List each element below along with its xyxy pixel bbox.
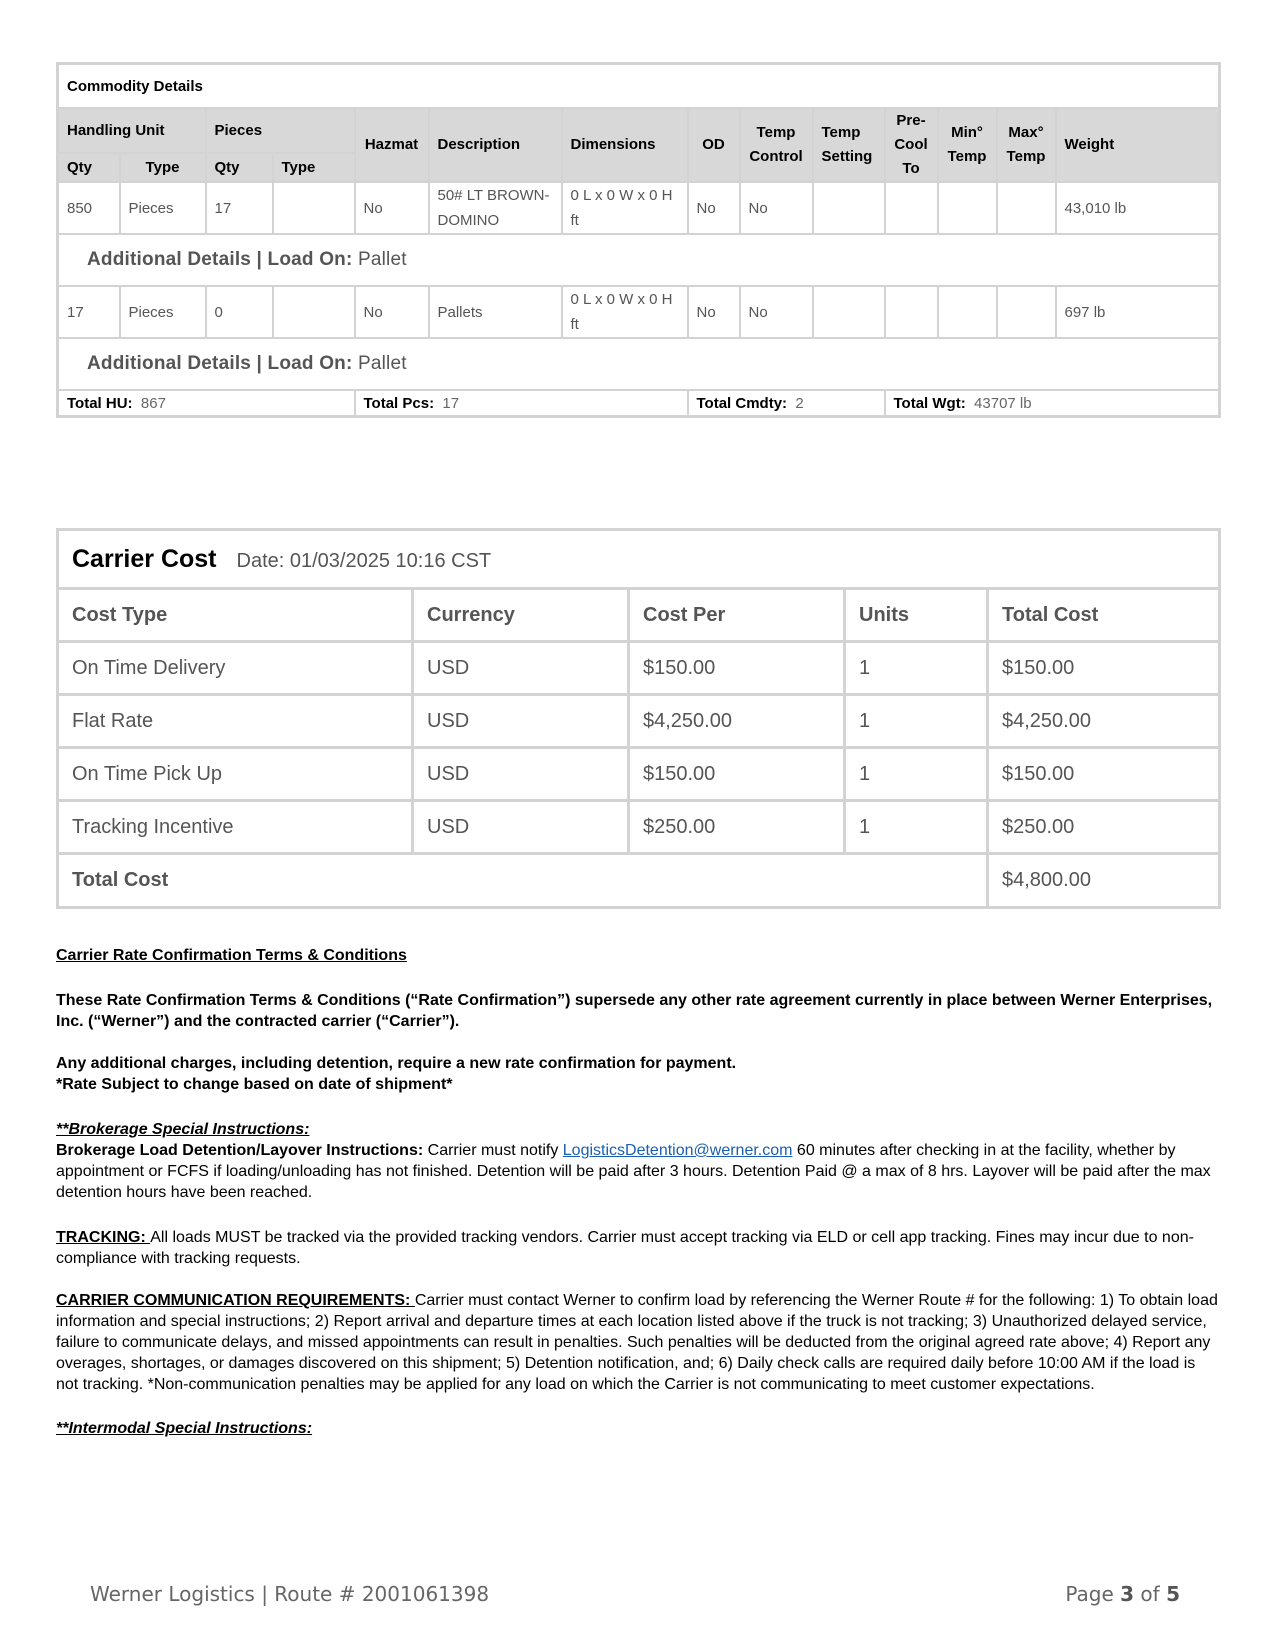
- temp-setting: [813, 286, 885, 338]
- page-prefix: Page: [1065, 1582, 1121, 1606]
- total-pcs-value: 17: [442, 394, 460, 412]
- terms-intro: These Rate Confirmation Terms & Conditions (“Rate Confirmation”) supersede any other rate agreement currently in place between Werner Enterprises, Inc. (“Werner”) and the contracted carrier (“Carrier”).: [56, 992, 1213, 1030]
- total-wgt-value: 43707 lb: [974, 394, 1032, 412]
- additional-details-label: Additional Details | Load On:: [87, 249, 353, 270]
- header-weight: Weight: [1056, 108, 1220, 182]
- header-handling-unit: Handling Unit: [58, 108, 206, 153]
- hu-qty: 17: [58, 286, 120, 338]
- currency: USD: [413, 642, 629, 695]
- total-cmdty-value: 2: [795, 394, 804, 412]
- tracking-label: TRACKING:: [56, 1229, 151, 1246]
- carrier-cost-title: Carrier Cost: [72, 544, 217, 573]
- cost-per: $150.00: [629, 642, 845, 695]
- cost-row: [58, 642, 1220, 695]
- header-hu-qty: Qty: [58, 153, 120, 182]
- brokerage-heading: [56, 1121, 309, 1138]
- cost-total-label: Total Cost: [58, 854, 988, 908]
- description: Pallets: [429, 286, 562, 338]
- total-cost: $4,250.00: [988, 695, 1220, 748]
- hazmat: No: [355, 286, 429, 338]
- footer-route: Werner Logistics | Route # 2001061398: [90, 1582, 490, 1606]
- page-of: of: [1134, 1582, 1167, 1606]
- communication-label: CARRIER COMMUNICATION REQUIREMENTS:: [56, 1292, 415, 1309]
- units: 1: [845, 801, 988, 854]
- commodity-row: [58, 182, 1220, 234]
- units: 1: [845, 748, 988, 801]
- additional-details: [58, 234, 1220, 286]
- total-cost: $250.00: [988, 801, 1220, 854]
- commodity-details-title: Commodity Details: [58, 64, 1220, 109]
- intermodal-heading: [56, 1420, 312, 1437]
- units: 1: [845, 642, 988, 695]
- header-currency: Currency: [413, 589, 629, 642]
- detention-email-link[interactable]: LogisticsDetention@werner.com: [562, 1142, 793, 1159]
- total-hu: [58, 390, 355, 417]
- brokerage-heading-text: Brokerage Special Instructions:: [68, 1121, 310, 1138]
- header-temp-control: Temp Control: [740, 108, 813, 182]
- temp-control: No: [740, 182, 813, 234]
- detention-text-end: 60 minutes after checking in at the facility, whether by appointment or FCFS if loading/unloading has not finished. Detention will be paid after 3 hours. Detention Paid @ a max of 8 hrs. Layover will be paid after the max detention hours have been reached.: [56, 1142, 1211, 1201]
- total-hu-label: Total HU:: [67, 394, 133, 412]
- pre-cool: [885, 182, 938, 234]
- carrier-cost-table: [56, 528, 1221, 909]
- pre-cool: [885, 286, 938, 338]
- pc-type: [273, 286, 355, 338]
- commodity-totals-row: [58, 390, 1220, 417]
- header-units: Units: [845, 589, 988, 642]
- temp-control: No: [740, 286, 813, 338]
- header-min-temp: Min° Temp: [938, 108, 997, 182]
- header-hazmat: Hazmat: [355, 108, 429, 182]
- od: No: [688, 286, 740, 338]
- hu-qty: 850: [58, 182, 120, 234]
- header-total-cost: Total Cost: [988, 589, 1220, 642]
- cost-total-row: [58, 854, 1220, 908]
- total-cmdty: [688, 390, 885, 417]
- header-pc-qty: Qty: [206, 153, 273, 182]
- cost-per: $250.00: [629, 801, 845, 854]
- pc-qty: 17: [206, 182, 273, 234]
- currency: USD: [413, 748, 629, 801]
- temp-setting: [813, 182, 885, 234]
- header-pieces: Pieces: [206, 108, 355, 153]
- page-number: [1065, 1582, 1180, 1606]
- rate-subject-text: *Rate Subject to change based on date of shipment*: [56, 1076, 453, 1093]
- detention-text-start: Carrier must notify: [423, 1142, 563, 1159]
- intermodal-heading-text: Intermodal Special Instructions:: [68, 1420, 313, 1437]
- additional-details-value: Pallet: [358, 249, 407, 270]
- header-pc-type: Type: [273, 153, 355, 182]
- pc-qty: 0: [206, 286, 273, 338]
- total-cost: $150.00: [988, 642, 1220, 695]
- total-hu-value: 867: [140, 394, 166, 412]
- cost-type: On Time Pick Up: [58, 748, 413, 801]
- detention-label: Brokerage Load Detention/Layover Instructions:: [56, 1142, 424, 1159]
- weight: 697 lb: [1056, 286, 1220, 338]
- cost-type: On Time Delivery: [58, 642, 413, 695]
- commodity-row: [58, 286, 1220, 338]
- brokerage-heading-prefix: **: [56, 1121, 69, 1138]
- detention-paragraph: [56, 1140, 1218, 1203]
- min-temp: [938, 182, 997, 234]
- intermodal-heading-prefix: **: [56, 1420, 69, 1437]
- communication-text: Carrier must contact Werner to confirm load by referencing the Werner Route # for the following: 1) To obtain load information and special instructions; 2) Report arrival and departure times at each location listed above if the truck is not tracking; 3) Unauthorized delayed service, failure to communicate delays, and missed appointments can result in penalties. Such penalties will be deducted from the original agreed rate above; 4) Report any overages, shortages, or damages discovered on this shipment; 5) Detention notification, and; 6) Daily check calls are required daily before 10:00 AM if the load is not tracking. *Non-communication penalties may be applied for any load on which the Carrier is not communicating to meet customer expectations.: [56, 1292, 1218, 1393]
- page-total: 5: [1166, 1582, 1180, 1606]
- total-pcs-label: Total Pcs:: [363, 394, 435, 412]
- terms-heading: Carrier Rate Confirmation Terms & Conditions: [56, 947, 407, 964]
- max-temp: [997, 182, 1056, 234]
- commodity-details-table: [56, 62, 1221, 418]
- additional-charges-text: Any additional charges, including detention, require a new rate confirmation for payment.: [56, 1055, 737, 1072]
- tracking-paragraph: [56, 1227, 1218, 1269]
- total-cmdty-label: Total Cmdty:: [696, 394, 788, 412]
- cost-total-value: $4,800.00: [988, 854, 1220, 908]
- hu-type: Pieces: [120, 182, 206, 234]
- total-wgt: [885, 390, 1220, 417]
- description: 50# LT BROWN-DOMINO: [429, 182, 562, 234]
- carrier-cost-date: Date: 01/03/2025 10:16 CST: [236, 549, 492, 572]
- page-current: 3: [1120, 1582, 1135, 1606]
- cost-per: $150.00: [629, 748, 845, 801]
- page-footer: [90, 1582, 1180, 1606]
- total-cost: $150.00: [988, 748, 1220, 801]
- max-temp: [997, 286, 1056, 338]
- terms-section: [56, 945, 1218, 1439]
- hu-type: Pieces: [120, 286, 206, 338]
- header-max-temp: Max° Temp: [997, 108, 1056, 182]
- dimensions: 0 L x 0 W x 0 H ft: [562, 286, 688, 338]
- carrier-cost-header: [58, 530, 1220, 589]
- header-temp-setting: Temp Setting: [813, 108, 885, 182]
- min-temp: [938, 286, 997, 338]
- cost-row: [58, 695, 1220, 748]
- additional-details-value: Pallet: [358, 353, 407, 374]
- additional-details: [58, 338, 1220, 390]
- cost-row: [58, 801, 1220, 854]
- total-wgt-label: Total Wgt:: [893, 394, 966, 412]
- header-dimensions: Dimensions: [562, 108, 688, 182]
- currency: USD: [413, 801, 629, 854]
- hazmat: No: [355, 182, 429, 234]
- weight: 43,010 lb: [1056, 182, 1220, 234]
- od: No: [688, 182, 740, 234]
- total-pcs: [355, 390, 688, 417]
- tracking-text: All loads MUST be tracked via the provided tracking vendors. Carrier must accept tracking via ELD or cell app tracking. Fines may incur due to non-compliance with tracking requests.: [56, 1229, 1194, 1267]
- cost-type: Flat Rate: [58, 695, 413, 748]
- units: 1: [845, 695, 988, 748]
- cost-row: [58, 748, 1220, 801]
- pc-type: [273, 182, 355, 234]
- currency: USD: [413, 695, 629, 748]
- dimensions: 0 L x 0 W x 0 H ft: [562, 182, 688, 234]
- header-cost-per: Cost Per: [629, 589, 845, 642]
- additional-details-label: Additional Details | Load On:: [87, 353, 353, 374]
- header-cost-type: Cost Type: [58, 589, 413, 642]
- header-hu-type: Type: [120, 153, 206, 182]
- cost-type: Tracking Incentive: [58, 801, 413, 854]
- header-description: Description: [429, 108, 562, 182]
- cost-per: $4,250.00: [629, 695, 845, 748]
- header-od: OD: [688, 108, 740, 182]
- header-pre-cool-to: Pre-Cool To: [885, 108, 938, 182]
- communication-paragraph: [56, 1290, 1218, 1395]
